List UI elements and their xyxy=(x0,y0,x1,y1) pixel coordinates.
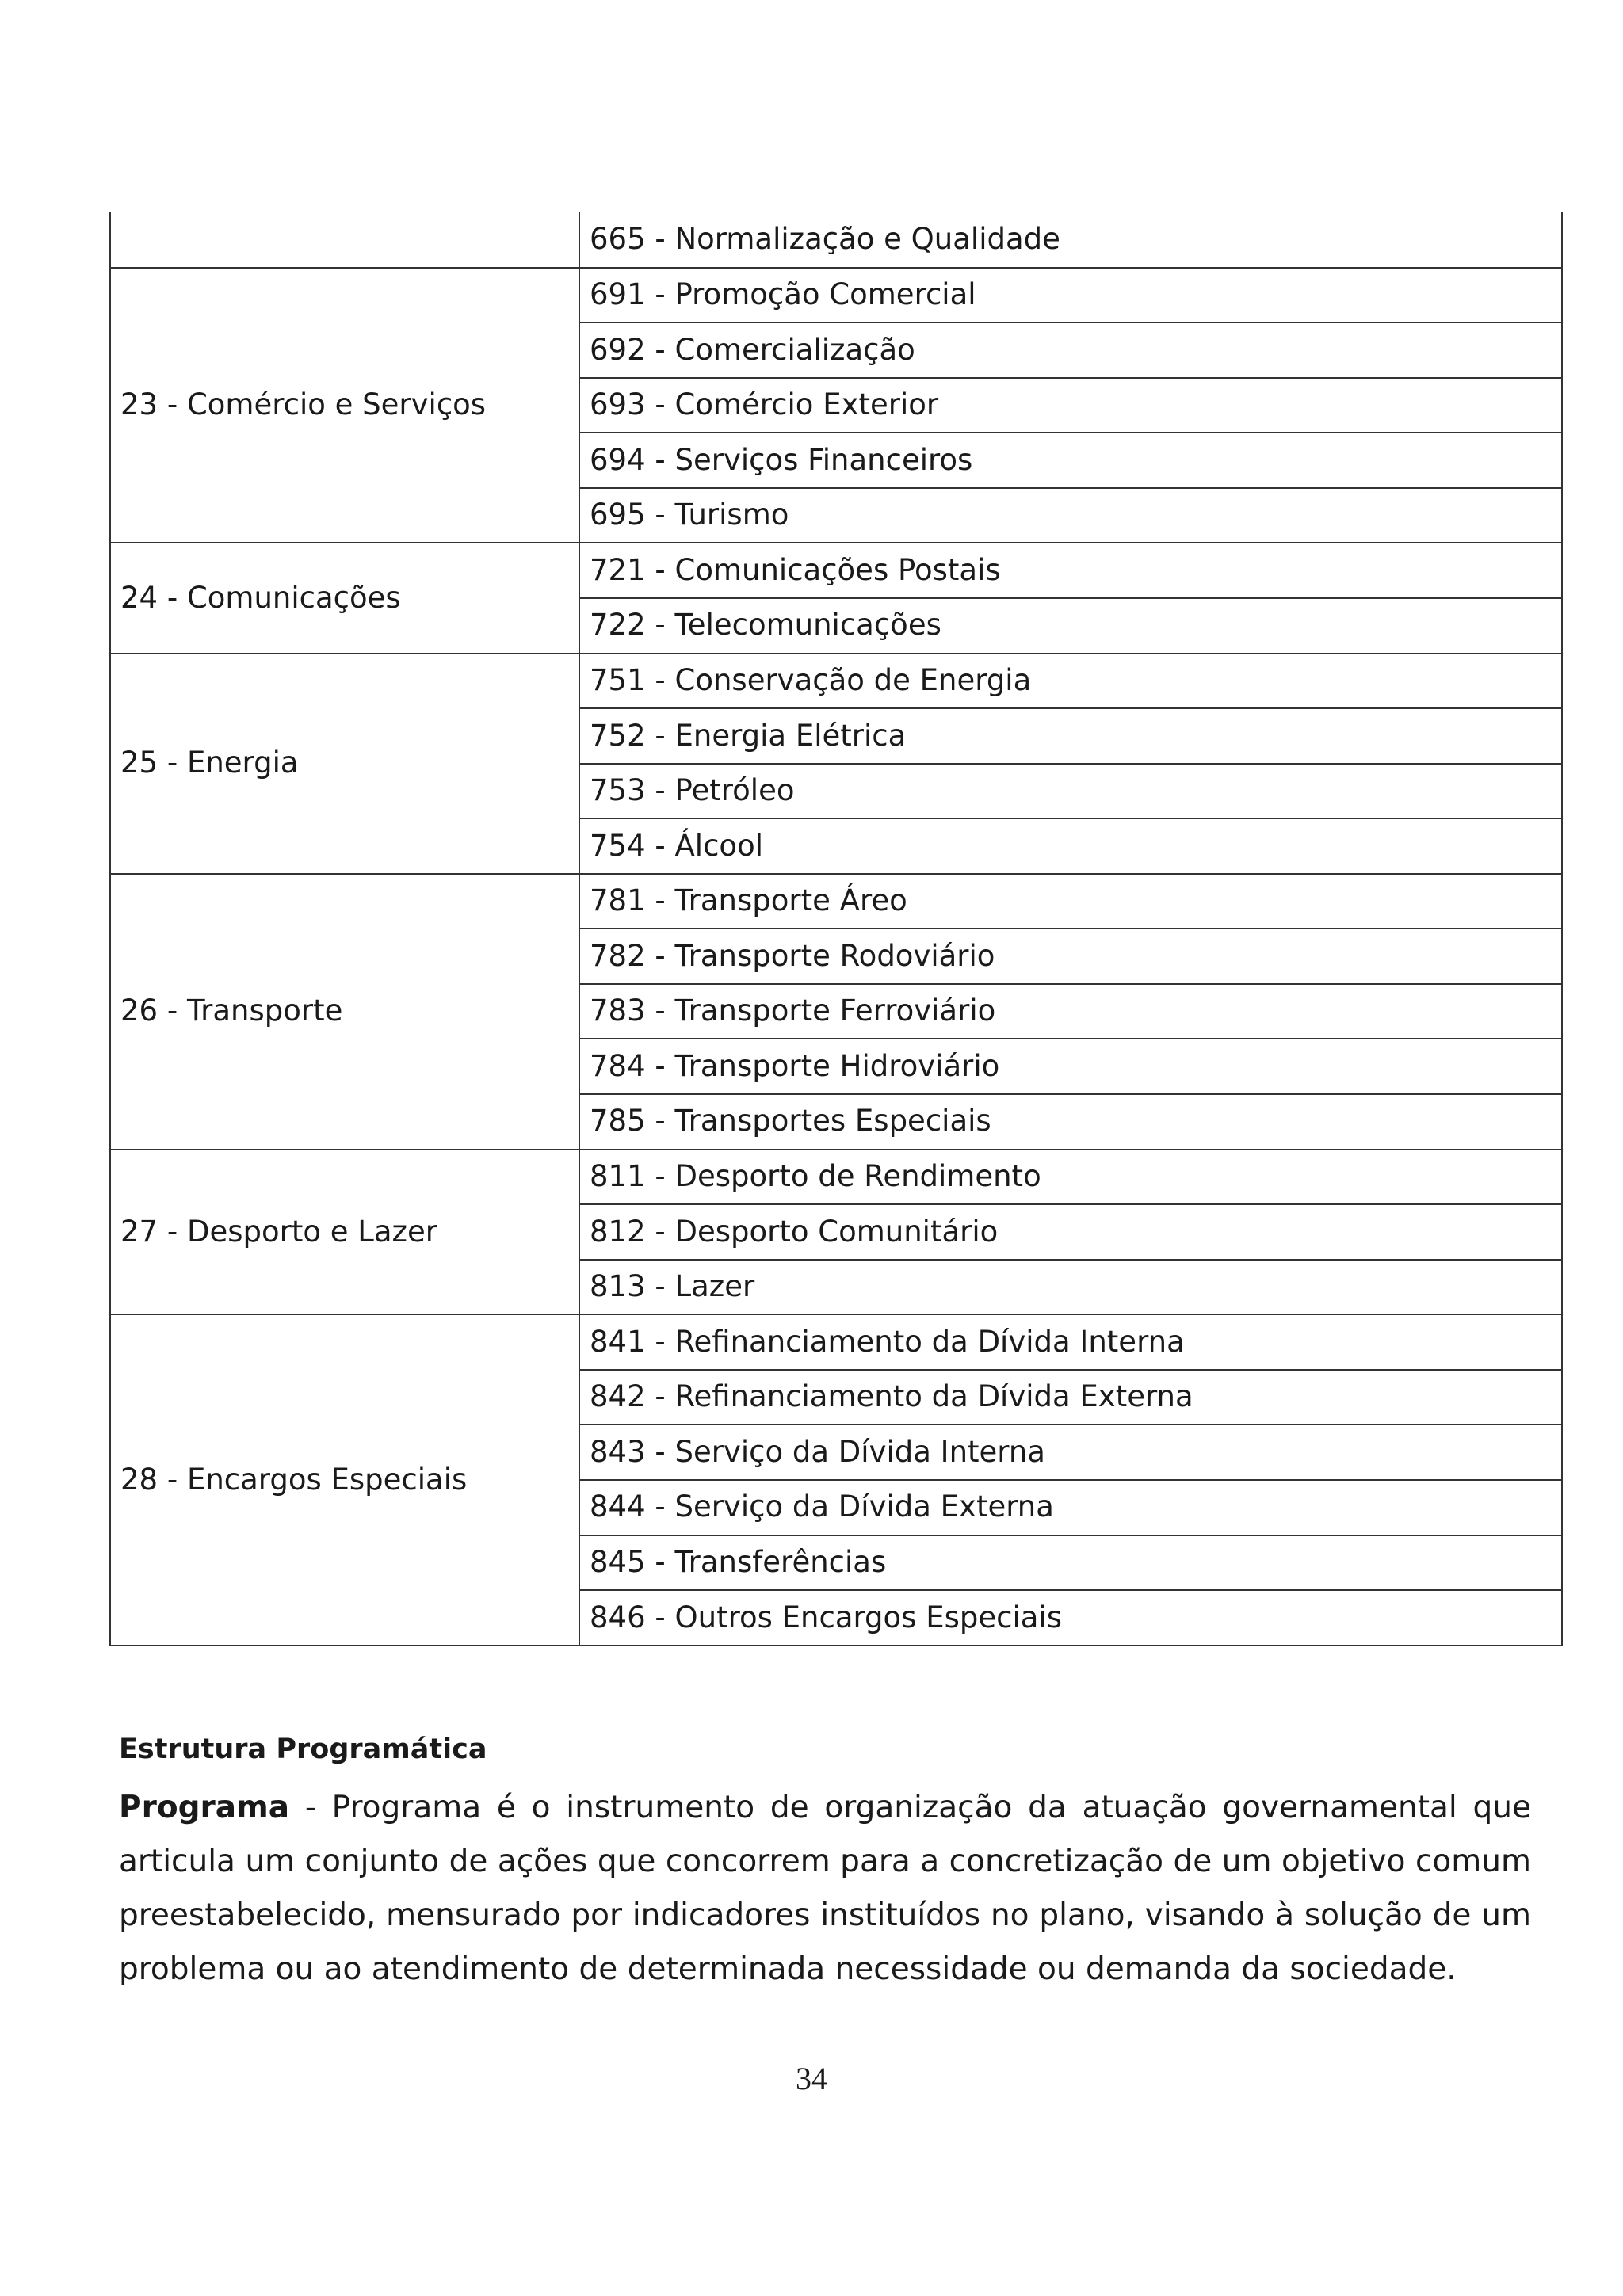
subfunction-cell: 692 - Comercialização xyxy=(579,322,1562,378)
table-row xyxy=(110,1314,1562,1370)
subfunction-cell: 691 - Promoção Comercial xyxy=(579,268,1562,323)
subfunction-cell: 845 - Transferências xyxy=(579,1535,1562,1591)
table-row xyxy=(110,654,1562,709)
subfunction-cell: 842 - Refinanciamento da Dívida Externa xyxy=(579,1370,1562,1425)
function-cell: 27 - Desporto e Lazer xyxy=(110,1150,579,1315)
table-row xyxy=(110,212,1562,268)
subfunction-cell: 753 - Petróleo xyxy=(579,764,1562,819)
subfunction-cell: 693 - Comércio Exterior xyxy=(579,378,1562,433)
subfunction-cell: 841 - Refinanciamento da Dívida Interna xyxy=(579,1314,1562,1370)
page-number: 34 xyxy=(796,2061,827,2096)
table-row xyxy=(110,543,1562,598)
subfunction-cell: 751 - Conservação de Energia xyxy=(579,654,1562,709)
function-cell: 28 - Encargos Especiais xyxy=(110,1314,579,1646)
subfunction-cell: 782 - Transporte Rodoviário xyxy=(579,929,1562,984)
table-row xyxy=(110,874,1562,929)
subfunction-cell: 665 - Normalização e Qualidade xyxy=(579,212,1562,268)
section-heading: Estrutura Programática xyxy=(119,1733,487,1765)
subfunction-cell: 784 - Transporte Hidroviário xyxy=(579,1039,1562,1094)
paragraph-text: - Programa é o instrumento de organização da atuação governamental que articula um conjunto de ações que concorrem para a concretização de um objetivo comum preestabelecido, mensurado por indicadores instituídos no plano, visando à solução de um problema ou ao atendimento de determinada necessidade ou demanda da sociedade. xyxy=(119,1790,1531,1987)
subfunction-cell: 844 - Serviço da Dívida Externa xyxy=(579,1480,1562,1535)
subfunction-cell: 722 - Telecomunicações xyxy=(579,598,1562,654)
subfunction-cell: 695 - Turismo xyxy=(579,488,1562,543)
subfunction-cell: 754 - Álcool xyxy=(579,818,1562,874)
table-row xyxy=(110,268,1562,323)
subfunction-cell: 721 - Comunicações Postais xyxy=(579,543,1562,598)
table-row xyxy=(110,1150,1562,1205)
programa-paragraph xyxy=(119,1781,1531,1997)
function-cell: 23 - Comércio e Serviços xyxy=(110,268,579,543)
subfunction-cell: 843 - Serviço da Dívida Interna xyxy=(579,1425,1562,1480)
subfunction-cell: 811 - Desporto de Rendimento xyxy=(579,1150,1562,1205)
subfunction-cell: 752 - Energia Elétrica xyxy=(579,708,1562,764)
subfunction-cell: 846 - Outros Encargos Especiais xyxy=(579,1590,1562,1646)
subfunction-table xyxy=(109,212,1539,1646)
function-cell: 24 - Comunicações xyxy=(110,543,579,653)
subfunction-cell: 783 - Transporte Ferroviário xyxy=(579,984,1562,1039)
subfunction-cell: 785 - Transportes Especiais xyxy=(579,1094,1562,1150)
function-cell xyxy=(110,212,579,268)
subfunction-cell: 812 - Desporto Comunitário xyxy=(579,1204,1562,1260)
table-body xyxy=(110,212,1562,1646)
subfunction-cell: 813 - Lazer xyxy=(579,1260,1562,1315)
paragraph-term: Programa xyxy=(119,1790,290,1825)
function-cell: 26 - Transporte xyxy=(110,874,579,1150)
subfunction-cell: 694 - Serviços Financeiros xyxy=(579,433,1562,488)
function-cell: 25 - Energia xyxy=(110,654,579,874)
subfunction-cell: 781 - Transporte Áreo xyxy=(579,874,1562,929)
